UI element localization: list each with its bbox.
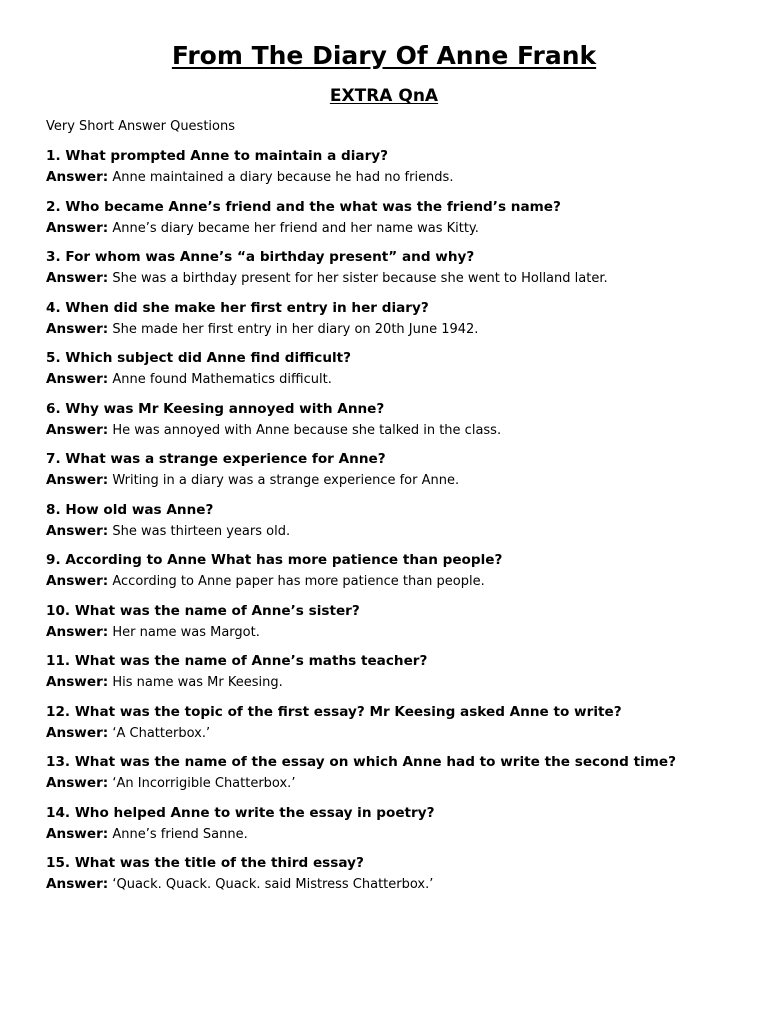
answer-text: Writing in a diary was a strange experience for Anne. — [112, 473, 460, 488]
answer-text: Anne maintained a diary because he had no friends. — [112, 170, 454, 185]
answer — [46, 672, 736, 693]
answer-label: Answer: — [46, 371, 109, 387]
answer-label: Answer: — [46, 825, 109, 842]
answer-label: Answer: — [46, 623, 109, 640]
answer-label: Answer: — [46, 573, 109, 589]
qa-item — [46, 399, 736, 450]
answer-label: Answer: — [46, 169, 109, 185]
answer-text: She made her first entry in her diary on 20th June 1942. — [112, 321, 479, 337]
question: 1. What prompted Anne to maintain a diary? — [46, 148, 389, 164]
question: 3. For whom was Anne’s “a birthday present” and why? — [46, 249, 475, 265]
answer-label: Answer: — [46, 674, 109, 690]
question: 15. What was the title of the third essay? — [46, 855, 364, 871]
qa-item — [46, 601, 736, 652]
answer-label: Answer: — [46, 270, 109, 286]
answer-label: Answer: — [46, 724, 109, 741]
answer-label: Answer: — [46, 876, 109, 892]
answer — [46, 723, 736, 744]
answer — [46, 369, 736, 390]
answer-text: Anne’s friend Sanne. — [112, 826, 248, 842]
answer-label: Answer: — [46, 219, 109, 236]
answer — [46, 319, 736, 340]
qa-item — [46, 197, 736, 248]
qa-item — [46, 500, 736, 551]
document-subtitle: EXTRA QnA — [329, 86, 439, 106]
answer-text: He was annoyed with Anne because she talked in the class. — [112, 422, 502, 438]
answer-text: Anne’s diary became her friend and her name was Kitty. — [112, 220, 479, 236]
qa-item — [46, 853, 736, 904]
question: 9. According to Anne What has more patience than people? — [46, 552, 503, 568]
qa-item — [46, 752, 736, 803]
answer-label: Answer: — [46, 472, 109, 488]
answer — [46, 824, 736, 845]
qa-item — [46, 651, 736, 702]
question: 13. What was the name of the essay on which Anne had to write the second time? — [46, 754, 677, 770]
answer-text: ‘Quack. Quack. Quack. said Mistress Chatterbox.’ — [112, 877, 434, 892]
qa-item — [46, 146, 736, 197]
answer-text: She was thirteen years old. — [112, 523, 291, 539]
question: 5. Which subject did Anne find difficult? — [46, 350, 352, 366]
answer — [46, 268, 736, 289]
question: 6. Why was Mr Keesing annoyed with Anne? — [46, 400, 385, 417]
question: 10. What was the name of Anne’s sister? — [46, 602, 360, 619]
answer — [46, 622, 736, 643]
qa-item — [46, 348, 736, 399]
question: 12. What was the topic of the first essay? Mr Keesing asked Anne to write? — [46, 703, 622, 720]
question: 7. What was a strange experience for Anne? — [46, 451, 386, 467]
question: 2. Who became Anne’s friend and the what was the friend’s name? — [46, 198, 561, 215]
answer — [46, 521, 736, 542]
answer-text: According to Anne paper has more patience than people. — [112, 574, 485, 589]
answer-text: Her name was Margot. — [112, 624, 260, 640]
answer-label: Answer: — [46, 522, 109, 539]
answer-label: Answer: — [46, 421, 109, 438]
question: 4. When did she make her first entry in her diary? — [46, 299, 429, 316]
qa-item — [46, 298, 736, 349]
answer — [46, 420, 736, 441]
answer — [46, 218, 736, 239]
question: 14. Who helped Anne to write the essay in poetry? — [46, 804, 435, 821]
answer-text: ‘An Incorrigible Chatterbox.’ — [112, 776, 296, 791]
answer-text: She was a birthday present for her sister because she went to Holland later. — [112, 271, 608, 286]
answer-label: Answer: — [46, 320, 109, 337]
answer — [46, 470, 736, 491]
answer — [46, 571, 736, 592]
answer-text: His name was Mr Keesing. — [112, 675, 283, 690]
question: 11. What was the name of Anne’s maths teacher? — [46, 653, 428, 669]
qa-item — [46, 550, 736, 601]
answer-label: Answer: — [46, 775, 109, 791]
section-label: Very Short Answer Questions — [46, 119, 236, 134]
qa-item — [46, 803, 736, 854]
qa-item — [46, 449, 736, 500]
qa-list — [46, 146, 736, 904]
qa-item — [46, 702, 736, 753]
answer — [46, 773, 736, 794]
document-title: From The Diary Of Anne Frank — [171, 41, 597, 70]
answer-text: Anne found Mathematics difficult. — [112, 372, 332, 387]
answer-text: ‘A Chatterbox.’ — [112, 725, 211, 741]
question: 8. How old was Anne? — [46, 501, 214, 518]
qa-item — [46, 247, 736, 298]
answer — [46, 167, 736, 188]
answer — [46, 874, 736, 895]
